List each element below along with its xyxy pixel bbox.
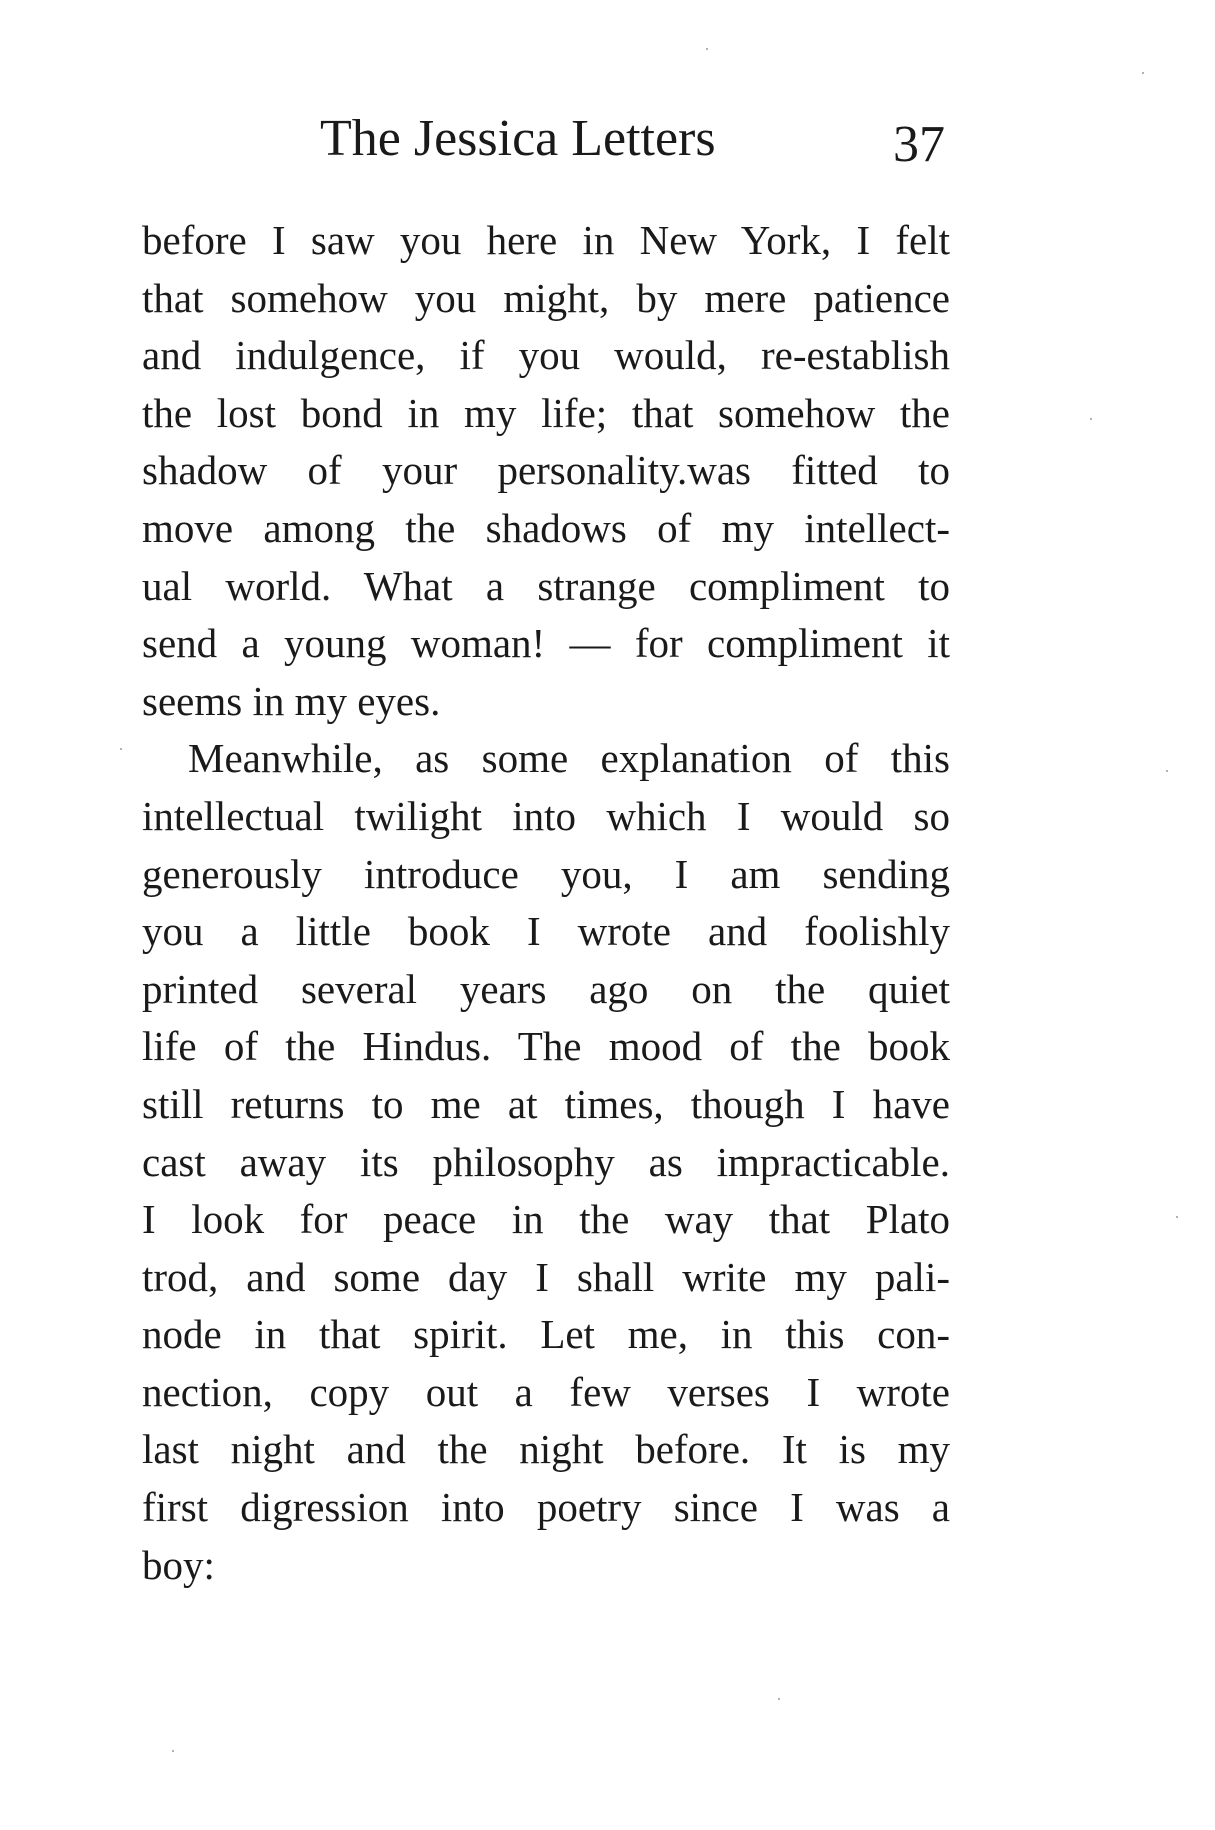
text-line: trod, and some day I shall write my pali-	[142, 1253, 950, 1300]
text-line: boy:	[142, 1541, 215, 1588]
text-line: and indulgence, if you would, re-establish	[142, 332, 950, 379]
paragraph	[142, 730, 950, 1594]
text-line: printed several years ago on the quiet	[142, 965, 950, 1012]
paper-speck	[1090, 418, 1092, 420]
text-line: intellectual twilight into which I would so	[142, 792, 950, 839]
text-line: the lost bond in my life; that somehow the	[142, 389, 950, 436]
paper-speck	[120, 748, 122, 750]
text-line: life of the Hindus. The mood of the book	[142, 1023, 950, 1070]
text-line: send a young woman! — for compliment it	[142, 620, 950, 667]
text-line: Meanwhile, as some explanation of this	[188, 735, 950, 782]
text-line: still returns to me at times, though I have	[142, 1080, 950, 1127]
text-line: first digression into poetry since I was a	[142, 1484, 950, 1531]
paper-speck	[172, 1750, 174, 1752]
text-line: move among the shadows of my intellect-	[142, 504, 950, 551]
text-line: you a little book I wrote and foolishly	[142, 908, 950, 955]
paragraph	[142, 212, 950, 730]
running-title: The Jessica Letters	[320, 110, 716, 167]
text-line: that somehow you might, by mere patience	[142, 274, 950, 321]
paper-speck	[778, 1698, 780, 1700]
running-head	[320, 108, 945, 173]
paper-speck	[1166, 770, 1168, 772]
paper-speck	[1142, 72, 1144, 74]
paper-speck	[1176, 1216, 1178, 1218]
text-line: shadow of your personality.was fitted to	[142, 447, 950, 494]
paper-speck	[706, 48, 708, 50]
text-line: cast away its philosophy as impracticable.	[142, 1138, 950, 1185]
text-line: before I saw you here in New York, I felt	[142, 217, 950, 263]
text-line: nection, copy out a few verses I wrote	[142, 1368, 950, 1415]
text-line: node in that spirit. Let me, in this con-	[142, 1311, 950, 1358]
text-line: ual world. What a strange compliment to	[142, 562, 950, 609]
page-number: 37	[893, 116, 945, 173]
text-line: generously introduce you, I am sending	[142, 850, 950, 897]
body-text	[142, 212, 950, 1594]
text-line: last night and the night before. It is my	[142, 1426, 950, 1473]
text-line: I look for peace in the way that Plato	[142, 1196, 950, 1243]
text-line: seems in my eyes.	[142, 677, 441, 724]
